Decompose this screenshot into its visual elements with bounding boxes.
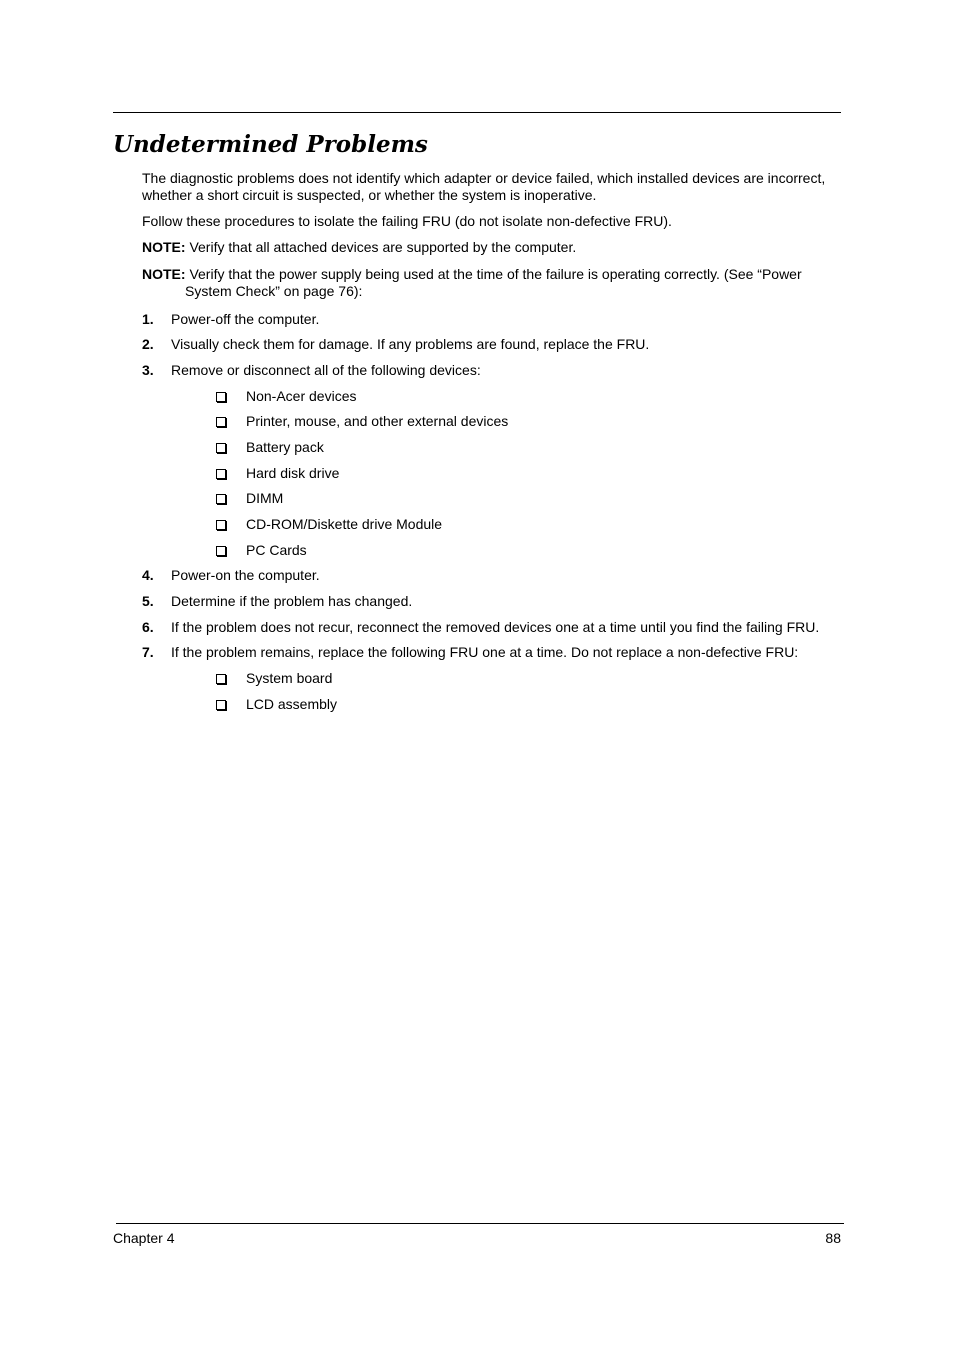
checkbox-bullet-icon: [216, 674, 226, 684]
procedure-paragraph: Follow these procedures to isolate the failing FRU (do not isolate non-defective FRU).: [142, 213, 672, 229]
note-text: Verify that the power supply being used at the time of the failure is operating correctly. (See “Power System Check” on page 76):: [185, 266, 802, 299]
device-item: Non-Acer devices: [216, 388, 357, 405]
device-item: Battery pack: [216, 439, 324, 456]
note-devices-supported: [142, 239, 832, 256]
step-text: If the problem does not recur, reconnect the removed devices one at a time until you find the failing FRU.: [171, 619, 820, 635]
footer-rule: [116, 1223, 844, 1224]
step-text: Visually check them for damage. If any problems are found, replace the FRU.: [171, 336, 650, 352]
fru-item: System board: [216, 670, 332, 687]
note-label: NOTE:: [142, 266, 186, 282]
step-5: [142, 593, 412, 610]
page-title: Undetermined Problems: [113, 131, 428, 158]
fru-item: LCD assembly: [216, 696, 337, 713]
step-number: 3.: [142, 362, 154, 378]
checkbox-bullet-icon: [216, 469, 226, 479]
device-item: CD-ROM/Diskette drive Module: [216, 516, 442, 533]
footer-chapter: Chapter 4: [113, 1230, 175, 1246]
step-text: Remove or disconnect all of the following devices:: [171, 362, 481, 378]
step-number: 4.: [142, 567, 154, 583]
intro-paragraph: The diagnostic problems does not identify which adapter or device failed, which installed devices are incorrect, whether a short circuit is suspected, or whether the system is inoperative.: [142, 170, 826, 203]
footer-page-number: 88: [825, 1230, 841, 1246]
note-text: Verify that all attached devices are supported by the computer.: [185, 239, 577, 255]
checkbox-bullet-icon: [216, 494, 226, 504]
header-rule: [113, 112, 841, 113]
checkbox-bullet-icon: [216, 417, 226, 427]
step-number: 7.: [142, 644, 154, 660]
device-item: Hard disk drive: [216, 465, 339, 482]
step-text: Power-on the computer.: [171, 567, 320, 583]
step-1: [142, 311, 319, 328]
step-3: [142, 362, 481, 379]
device-item: Printer, mouse, and other external devices: [216, 413, 508, 430]
step-2: [142, 336, 649, 353]
step-text: If the problem remains, replace the following FRU one at a time. Do not replace a non-defective FRU:: [171, 644, 799, 660]
step-text: Power-off the computer.: [171, 311, 320, 327]
step-6: [142, 619, 819, 636]
step-number: 5.: [142, 593, 154, 609]
step-4: [142, 567, 320, 584]
checkbox-bullet-icon: [216, 546, 226, 556]
device-item: PC Cards: [216, 542, 307, 559]
checkbox-bullet-icon: [216, 520, 226, 530]
step-number: 2.: [142, 336, 154, 352]
step-number: 1.: [142, 311, 154, 327]
checkbox-bullet-icon: [216, 700, 226, 710]
checkbox-bullet-icon: [216, 392, 226, 402]
device-item: DIMM: [216, 490, 283, 507]
note-label: NOTE:: [142, 239, 186, 255]
note-power-supply: [142, 266, 832, 300]
step-text: Determine if the problem has changed.: [171, 593, 413, 609]
step-7: [142, 644, 798, 661]
checkbox-bullet-icon: [216, 443, 226, 453]
step-number: 6.: [142, 619, 154, 635]
